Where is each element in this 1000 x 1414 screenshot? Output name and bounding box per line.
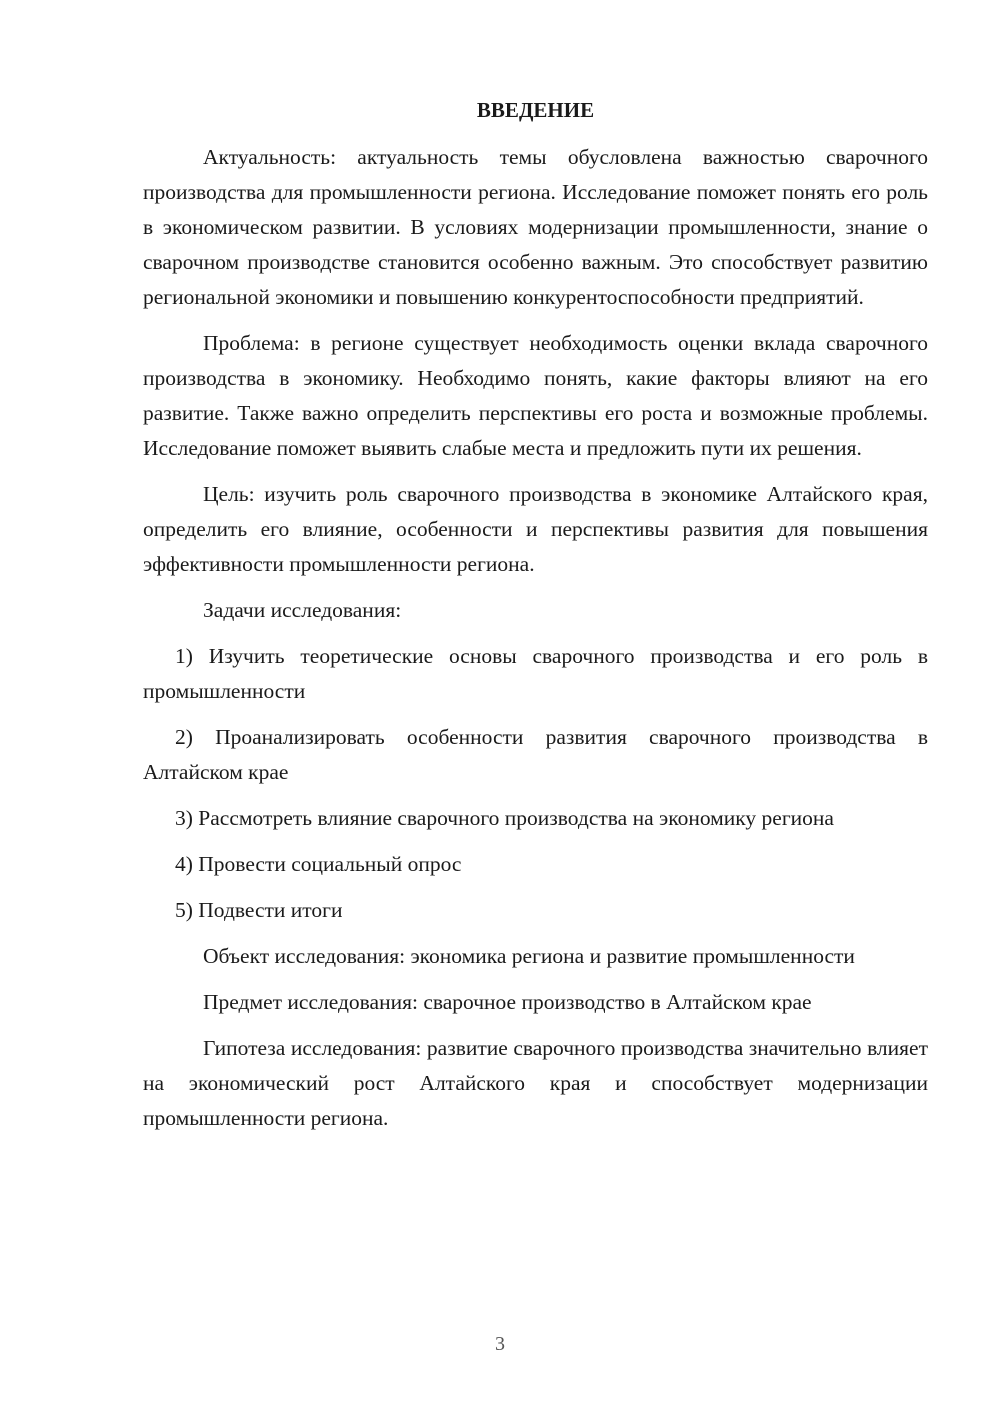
task-item: 1) Изучить теоретические основы сварочного производства и его роль в промышленности [143, 644, 928, 703]
goal-paragraph: Цель: изучить роль сварочного производства в экономике Алтайского края, определить его влияние, особенности и перспективы развития для повышения эффективности промышленности региона. [143, 482, 928, 576]
document-page [143, 93, 928, 1147]
object-paragraph: Объект исследования: экономика региона и развитие промышленности [203, 944, 855, 968]
subject-paragraph: Предмет исследования: сварочное производство в Алтайском крае [203, 990, 812, 1014]
task-item: 4) Провести социальный опрос [175, 852, 462, 876]
section-title: ВВЕДЕНИЕ [476, 98, 595, 122]
task-item: 3) Рассмотреть влияние сварочного производства на экономику региона [175, 806, 834, 830]
tasks-heading: Задачи исследования: [203, 598, 402, 622]
hypothesis-paragraph: Гипотеза исследования: развитие сварочного производства значительно влияет на экономический рост Алтайского края и способствует модернизации промышленности региона. [143, 1036, 928, 1130]
task-item: 2) Проанализировать особенности развития сварочного производства в Алтайском крае [143, 725, 928, 784]
page-number: 3 [495, 1333, 505, 1355]
relevance-paragraph: Актуальность: актуальность темы обусловлена важностью сварочного производства для промышленности региона. Исследование поможет понять его роль в экономическом развитии. В условиях модернизации промышленности, знание о сварочном производстве становится особенно важным. Это способствует развитию региональной экономики и повышению конкурентоспособности предприятий. [143, 145, 928, 309]
task-item: 5) Подвести итоги [175, 898, 343, 922]
problem-paragraph: Проблема: в регионе существует необходимость оценки вклада сварочного производства в экономику. Необходимо понять, какие факторы влияют на его развитие. Также важно определить перспективы его роста и возможные проблемы. Исследование поможет выявить слабые места и предложить пути их решения. [143, 331, 928, 460]
